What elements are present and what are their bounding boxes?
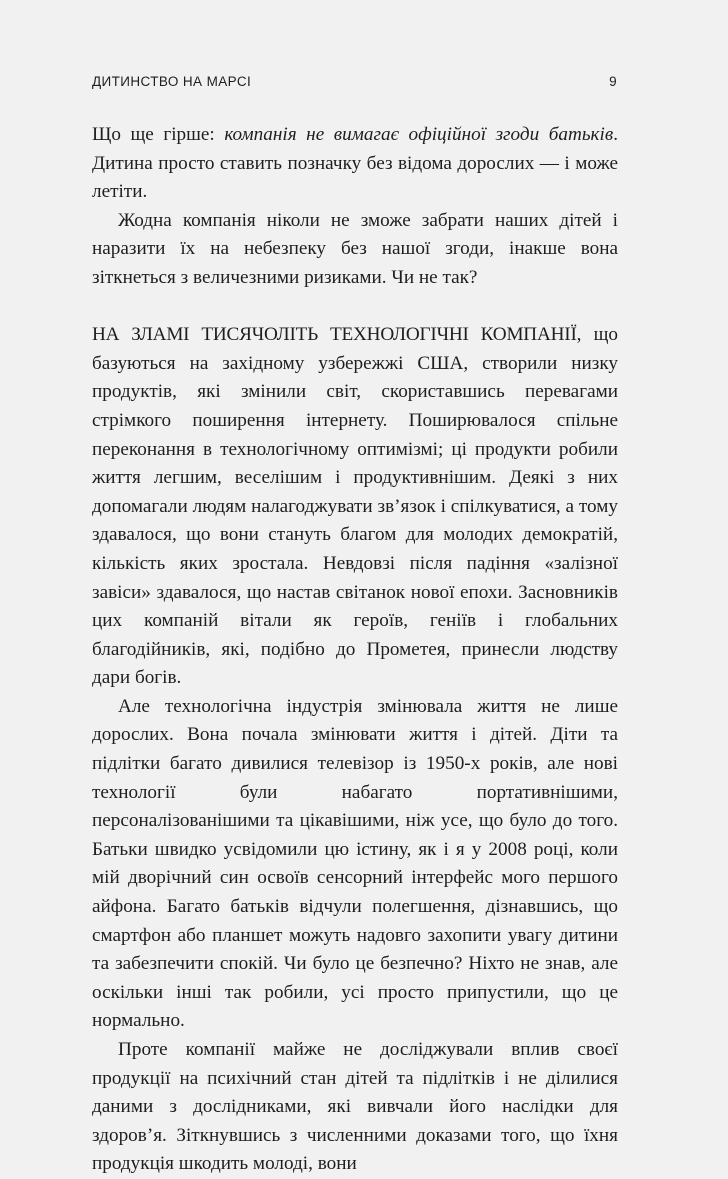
section-lead-in-caps: НА ЗЛАМІ ТИСЯЧОЛІТЬ ТЕХНОЛОГІЧНІ КОМПАНІЇ	[92, 324, 577, 346]
paragraph-5: Проте компанії майже не досліджували вплив своєї продукції на психічний стан дітей та підлітків і не ділилися даними з дослідниками, які вивчали його наслідки для здоров’я. Зіткнувшись з численними доказами того, що їхня продукція шкодить молоді, вони	[92, 1039, 618, 1175]
paragraph-2: Жодна компанія ніколи не зможе забрати наших дітей і наразити їх на небезпеку без нашої згоди, інакше вона зіткнеться з величезними ризиками. Чи не так?	[92, 209, 618, 288]
paragraph-4: Але технологічна індустрія змінювала життя не лише дорослих. Вона почала змінювати життя і дітей. Діти та підлітки багато дивилися телевізор із 1950-х років, але нові технології були набагато портативнішими, персоналізованішими та цікавішими, ніж усе, що було до того. Батьки швидко усвідомили цю істину, як і я у 2008 році, коли мій дворічний син освоїв сенсорний інтерфейс мого першого айфона. Багато батьків відчули полегшення, дізнавшись, що смартфон або планшет можуть надовго захопити увагу дитини та забезпечити спокій. Чи було це безпечно? Ніхто не знав, але оскільки інші так робили, усі просто припустили, що це нормально.	[92, 695, 618, 1032]
italic-emphasis: компанія не вимагає офіційної згоди батьків	[224, 124, 614, 145]
running-title: ДИТИНСТВО НА МАРСІ	[92, 74, 252, 89]
paragraph-1-end: . Дитина просто ставить позначку без відома дорослих — і може летіти.	[92, 124, 618, 203]
page-number: 9	[609, 74, 617, 89]
paragraph-1-start: Що ще гірше:	[92, 124, 225, 145]
paragraph-1	[92, 121, 618, 207]
body-text	[92, 121, 618, 1179]
paragraph-3-text: , що базуються на західному узбережжі США, створили низку продуктів, які змінили світ, скориставшись перевагами стрімкого поширення інтернету. Поширювалося спільне переконання в технологічному оптимізмі; ці продукти робили життя легшим, веселішим і продуктивнішим. Деякі з них допомагали людям налагоджувати зв’язок і спілкуватися, а тому здавалося, що вони стануть благом для молодих демократій, кількість яких зростала. Невдовзі після падіння «залізної завіси» здавалося, що настав світанок нової епохи. Засновників цих компаній вітали як героїв, геніїв і глобальних благодійників, які, подібно до Прометея, принесли людству дари богів.	[92, 324, 619, 689]
running-header	[92, 74, 617, 89]
paragraph-3	[92, 321, 618, 693]
